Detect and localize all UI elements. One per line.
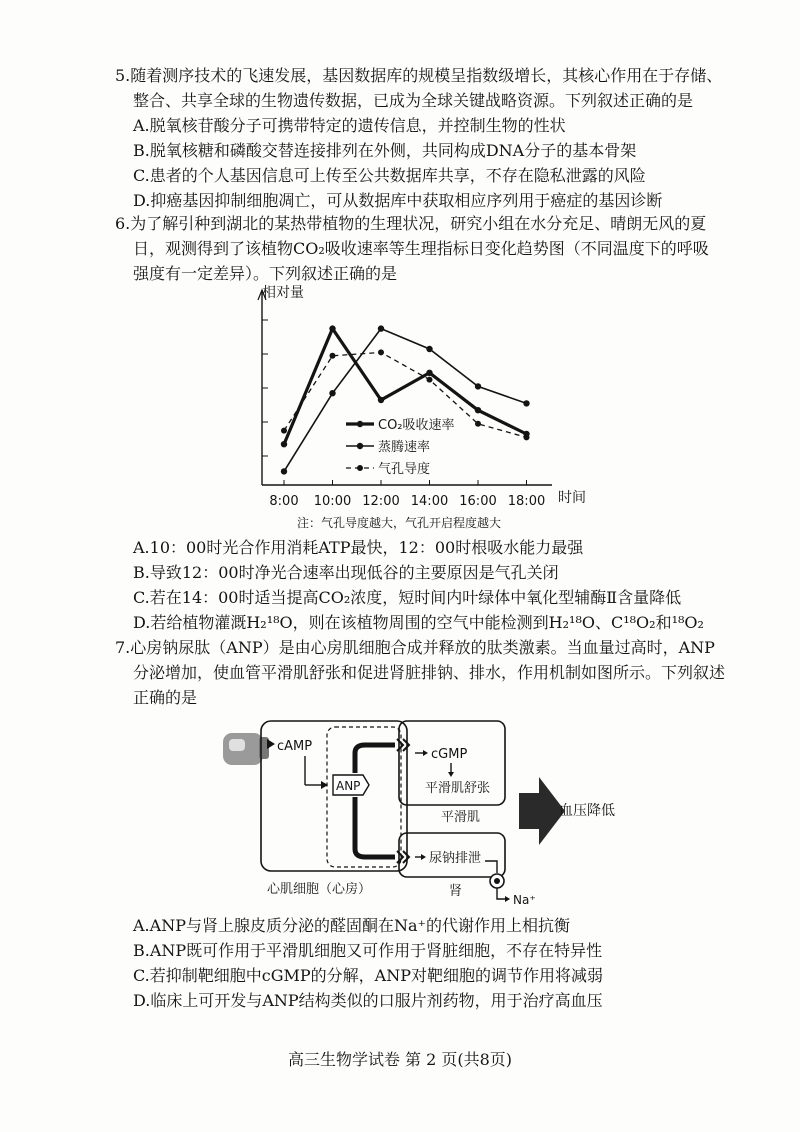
arrowhead-icon [448, 772, 454, 777]
q7-mechanism-diagram [215, 715, 635, 915]
series-2-point [427, 377, 433, 383]
series-1-point [378, 325, 384, 331]
x-tick-label: 16:00 [459, 494, 497, 509]
arrowhead-icon [505, 896, 510, 902]
anp-down-arrow [355, 797, 395, 857]
q5-stem-line-1: 5.随着测序技术的飞速发展，基因数据库的规模呈指数级增长，其核心作用在于存储、 [115, 66, 723, 85]
series-0-point [426, 370, 432, 376]
legend-label: CO₂吸收速率 [378, 418, 455, 433]
series-1-point [281, 468, 287, 474]
q6-option-d: D.若给植物灌溉H₂¹⁸O，则在该植物周围的空气中能检测到H₂¹⁸O、C¹⁸O₂和¹⁸O₂ [133, 613, 704, 632]
series-1-point [426, 346, 432, 352]
anp-label: ANP [336, 779, 361, 793]
na-out-arrow [497, 888, 505, 899]
q7-stem-line-1: 7.心房钠尿肽（ANP）是由心房肌细胞合成并释放的肽类激素。当血量过高时，ANP [115, 638, 715, 657]
q5-option-b: B.脱氧核糖和磷酸交替连接排列在外侧，共同构成DNA分子的基本骨架 [133, 141, 637, 160]
q6-option-a: A.10：00时光合作用消耗ATP最快，12：00时根吸水能力最强 [133, 538, 584, 557]
arrowhead-icon [423, 750, 428, 756]
q6-option-c: C.若在14：00时适当提高CO₂浓度，短时间内叶绿体中氧化型辅酶Ⅱ含量降低 [133, 588, 682, 607]
q5-option-c: C.患者的个人基因信息可上传至公共数据库共享，不存在隐私泄露的风险 [133, 166, 646, 185]
legend-marker [357, 443, 363, 449]
x-tick-label: 12:00 [362, 494, 400, 509]
q7-option-a: A.ANP与肾上腺皮质分泌的醛固酮在Na⁺的代谢作用上相抗衡 [133, 916, 570, 935]
na-flow-arrow [485, 861, 497, 873]
smooth-muscle-label: 平滑肌 [441, 810, 481, 825]
camp-label: cAMP [277, 739, 313, 754]
q6-chart-note: 注：气孔导度越大，气孔开启程度越大 [297, 516, 502, 530]
excrete-label: 尿钠排泄 [429, 851, 482, 866]
q6-line-chart [240, 280, 600, 520]
legend-marker [357, 465, 363, 471]
legend-label: 蒸腾速率 [378, 440, 431, 455]
q7-option-c: C.若抑制靶细胞中cGMP的分解，ANP对靶细胞的调节作用将减弱 [133, 966, 603, 985]
series-0-point [281, 441, 287, 447]
chart-xlabel: 时间 [558, 490, 586, 506]
anp-up-arrow [355, 745, 395, 773]
series-0-point [329, 325, 335, 331]
series-2-point [378, 349, 384, 355]
x-tick-label: 10:00 [313, 494, 352, 509]
series-2-point [475, 421, 481, 427]
series-2-point [330, 353, 336, 359]
channel-icon [490, 874, 504, 888]
series-1-point [523, 400, 529, 406]
legend-marker [357, 421, 363, 427]
q5-option-d: D.抑癌基因抑制细胞凋亡，可从数据库中获取相应序列用于癌症的基因诊断 [133, 191, 663, 210]
x-tick-label: 8:00 [269, 494, 299, 509]
cgmp-label: cGMP [431, 747, 468, 762]
legend-label: 气孔导度 [378, 462, 431, 477]
series-0-point [378, 397, 384, 403]
q7-option-b: B.ANP既可作用于平滑肌细胞又可作用于肾脏细胞，不存在特异性 [133, 941, 603, 960]
na-label: Na⁺ [513, 893, 536, 907]
q7-stem-line-3: 正确的是 [133, 688, 198, 707]
receptor-icon [267, 739, 275, 749]
heart-cell-label: 心肌细胞（心房） [267, 882, 372, 897]
page-footer: 高三生物学试卷 第 2 页(共8页) [287, 1050, 513, 1069]
series-1-point [475, 383, 481, 389]
q6-stem-line-2: 日，观测得到了该植物CO₂吸收速率等生理指标日变化趋势图（不同温度下的呼吸 [133, 239, 709, 258]
q6-stem-line-3: 强度有一定差异）。下列叙述正确的是 [133, 264, 398, 283]
x-tick-label: 14:00 [410, 494, 449, 509]
q5-stem-line-2: 整合、共享全球的生物遗传数据，已成为全球关键战略资源。下列叙述正确的是 [133, 91, 694, 110]
kidney-label: 肾 [449, 884, 463, 899]
q7-stem-line-2: 分泌增加，使血管平滑肌舒张和促进肾脏排钠、排水，作用机制如图所示。下列叙述 [133, 663, 726, 682]
q7-option-d: D.临床上可开发与ANP结构类似的口服片剂药物，用于治疗高血压 [133, 991, 603, 1010]
series-1-point [329, 390, 335, 396]
series-0-point [475, 407, 481, 413]
q6-option-b: B.导致12：00时净光合速率出现低谷的主要原因是气孔关闭 [133, 563, 559, 582]
anp-vesicle-box [327, 727, 401, 867]
x-tick-label: 18:00 [507, 494, 546, 509]
chart-ylabel: 相对量 [262, 285, 304, 301]
arrowhead-icon [421, 854, 426, 860]
arrowhead-icon [321, 781, 328, 789]
series-2-point [524, 434, 530, 440]
bp-label: 血压降低 [559, 803, 615, 819]
series-2-point [281, 428, 287, 434]
heart-icon [223, 733, 269, 765]
q6-stem-line-1: 6.为了解引种到湖北的某热带植物的生理状况，研究小组在水分充足、晴朗无风的夏 [115, 214, 707, 233]
relax-label: 平滑肌舒张 [425, 781, 491, 796]
q5-option-a: A.脱氧核苷酸分子可携带特定的遗传信息，并控制生物的性状 [133, 116, 566, 135]
